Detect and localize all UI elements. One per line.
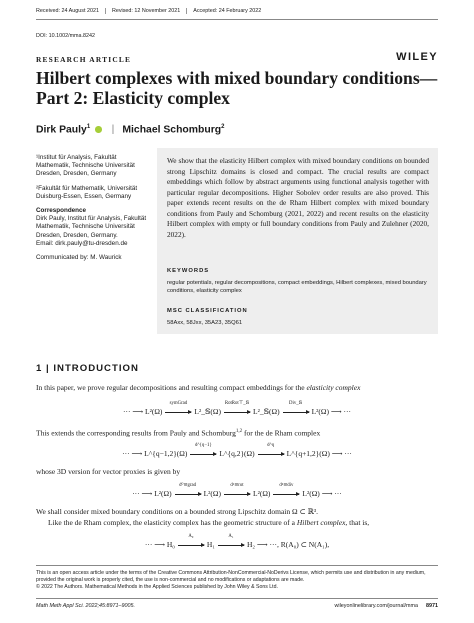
equation-start: ··· ⟶ xyxy=(123,407,146,416)
equation-arrow xyxy=(216,534,246,549)
equation-operator: Div_𝕊 xyxy=(289,401,303,406)
correspondence-email[interactable]: Email: dirk.pauly@tu-dresden.de xyxy=(36,239,128,247)
received-date: Received: 24 August 2021 xyxy=(36,8,106,14)
arrow-line xyxy=(175,494,201,495)
arrow-line xyxy=(258,454,284,455)
equation-operator: d^{q−1} xyxy=(194,443,212,448)
equation-end: ⟶ ··· xyxy=(319,489,342,498)
equation-start: ··· ⟶ xyxy=(132,489,155,498)
license-note: This is an open access article under the terms of the Creative Commons Attribution-NonCommercial-NoDerivs License, which permits use and distribution in any medium, provided the original work is properly cited, the use is non-commercial and no modifications or adaptations are made. © 2022 The Authors. Mathematical Methods in the Applied Sciences published by John Wiley & Sons Ltd. xyxy=(36,570,426,590)
correspondence-heading: Correspondence xyxy=(36,207,87,215)
affiliation-1: ¹Institut für Analysis, Fakultät Mathematik, Technische Universität Dresden, Dresden, Germany xyxy=(36,154,135,178)
intro-paragraph-4: We shall consider mixed boundary conditions on a bounded strong Lipschitz domain Ω ⊂ ℝ³. xyxy=(36,507,318,516)
orcid-icon[interactable] xyxy=(95,126,102,133)
equation-operator: d⁰≅grad xyxy=(179,483,197,488)
equation-operator: d²≅div xyxy=(279,483,294,488)
equation-arrow xyxy=(281,401,311,416)
equation-term: L²(Ω) xyxy=(145,407,163,416)
intro-paragraph-2: This extends the corresponding results from Pauly and Schomburg$^{1,2}$ for the de Rham complex xyxy=(36,428,321,438)
footer-right xyxy=(335,603,438,609)
keywords-heading: KEYWORDS xyxy=(167,268,210,274)
keywords-text: regular potentials, regular decompositions, compact embeddings, Hilbert complexes, mixed boundary conditions, elasticity complex xyxy=(167,280,427,295)
header-rule xyxy=(36,19,438,20)
footer-rule xyxy=(36,565,438,566)
arrow-line xyxy=(165,412,191,413)
equation-term: L²_𝕊(Ω) xyxy=(194,407,221,416)
author-separator: | xyxy=(111,124,115,136)
equation-operator: d^q xyxy=(267,443,275,448)
arrow-line xyxy=(224,412,250,413)
journal-reference: Math Meth Appl Sci. 2022;45:8971–9005. xyxy=(36,603,135,609)
arrow-line xyxy=(218,545,244,546)
equation-arrow xyxy=(222,401,252,416)
affiliations-column xyxy=(36,154,152,268)
author-list xyxy=(36,124,224,135)
intro-paragraph-5: Like the de Rham complex, the elasticity complex has the geometric structure of a Hilbert complex, that is, xyxy=(48,518,370,527)
equation-end: ⟶ ···, xyxy=(254,540,279,549)
equation-arrow xyxy=(173,483,203,498)
equation-term: L^{q,2}(Ω) xyxy=(219,449,255,458)
equation-end: ⟶ ··· xyxy=(328,407,351,416)
equation-operator: symGrad xyxy=(169,401,188,406)
equation-term: H₁ xyxy=(206,540,215,549)
arrow-line xyxy=(273,494,299,495)
equation-arrow xyxy=(271,483,301,498)
equation-start: ··· ⟶ xyxy=(144,540,167,549)
equation-term: L²(Ω) xyxy=(302,489,320,498)
msc-heading: MSC CLASSIFICATION xyxy=(167,308,248,314)
equation-arrow xyxy=(163,401,193,416)
article-type-label: RESEARCH ARTICLE xyxy=(36,55,132,64)
equation-tail: R(A₀) ⊂ N(A₁), xyxy=(278,540,330,549)
equation-term: L^{q+1,2}(Ω) xyxy=(286,449,330,458)
affiliation-2: ²Fakultät für Mathematik, Universität Duisburg-Essen, Essen, Germany xyxy=(36,184,138,200)
equation-hilbert-complex xyxy=(36,534,438,549)
equation-term: H₂ xyxy=(246,540,255,549)
equation-term: L²(Ω) xyxy=(253,489,271,498)
equation-end: ⟶ ··· xyxy=(329,449,352,458)
intro-paragraph-3: whose 3D version for vector proxies is given by xyxy=(36,467,181,476)
equation-arrow xyxy=(176,534,206,549)
arrow-line xyxy=(283,412,309,413)
arrow-line xyxy=(178,545,204,546)
article-dates xyxy=(36,8,267,14)
equation-arrow xyxy=(188,443,218,458)
intro-paragraph-1: In this paper, we prove regular decompositions and resulting compact embeddings for the elasticity complex xyxy=(36,383,361,392)
author-1[interactable]: Dirk Pauly$^1$ xyxy=(36,124,91,136)
arrow-line xyxy=(224,494,250,495)
abstract-text: We show that the elasticity Hilbert complex with mixed boundary conditions on bounded strong Lipschitz domains is closed and compact. The crucial results are compact embeddings which follow by abstract arguments using functional analysis together with particular regular decompositions. Higher Sobolev order results are also proved. This paper extends recent results on the de Rham Hilbert complex with mixed boundary conditions from Pauly and Schomburg (2021, 2022) and recent results on the elasticity Hilbert complex with empty or full boundary conditions from Pauly and Zulehner (2020, 2022). xyxy=(167,156,429,239)
footer-rule-bottom xyxy=(36,598,438,599)
author-2[interactable]: Michael Schomburg$^2$ xyxy=(122,124,225,136)
equation-term: L^{q−1,2}(Ω) xyxy=(144,449,188,458)
equation-vector-proxies xyxy=(36,483,438,498)
equation-arrow xyxy=(256,443,286,458)
accepted-date: Accepted: 24 February 2022 xyxy=(193,8,262,14)
journal-url[interactable]: wileyonlinelibrary.com/journal/mma xyxy=(334,603,418,609)
correspondence-text: Dirk Pauly, Institut für Analysis, Fakultät Mathematik, Technische Universität Dresden, Dresden, Germany. xyxy=(36,215,147,239)
equation-start: ··· ⟶ xyxy=(122,449,145,458)
communicated-by: Communicated by: M. Waurick xyxy=(36,254,122,262)
article-title: Hilbert complexes with mixed boundary conditions—Part 2: Elasticity complex xyxy=(36,68,438,108)
equation-term: L²(Ω) xyxy=(154,489,172,498)
revised-date: Revised: 12 November 2021 xyxy=(106,8,187,14)
equation-elasticity-complex xyxy=(36,401,438,416)
section-heading-introduction: 1 | INTRODUCTION xyxy=(36,363,139,374)
msc-text: 58Axx, 58Jxx, 35A23, 35Q61 xyxy=(167,320,243,326)
equation-term: L²(Ω) xyxy=(203,489,221,498)
page-number: 8971 xyxy=(426,603,438,609)
equation-operator: A₀ xyxy=(188,534,194,539)
equation-operator: A₁ xyxy=(228,534,234,539)
equation-term: L²(Ω) xyxy=(311,407,329,416)
doi-link[interactable]: DOI: 10.1002/mma.8242 xyxy=(36,33,96,39)
arrow-line xyxy=(190,454,216,455)
equation-arrow xyxy=(222,483,252,498)
equation-term: H₀ xyxy=(166,540,175,549)
equation-de-rham-complex xyxy=(36,443,438,458)
equation-term: L²_𝕊(Ω) xyxy=(253,407,280,416)
equation-operator: d¹≅rot xyxy=(230,483,244,488)
equation-operator: RotRot⊤_𝕊 xyxy=(224,401,250,406)
publisher-logo: WILEY xyxy=(396,51,438,63)
